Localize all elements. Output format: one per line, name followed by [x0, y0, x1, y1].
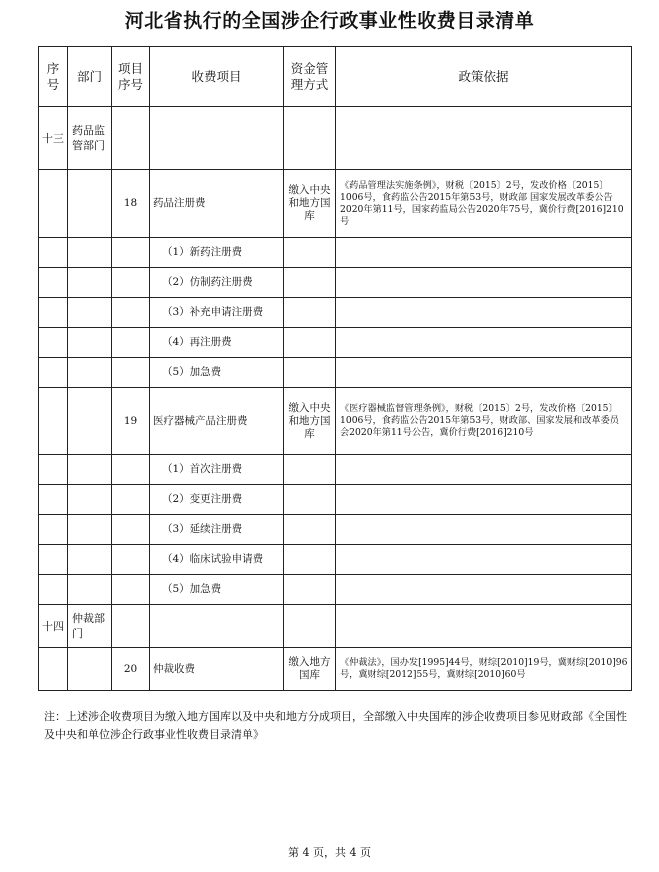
cell-dept — [68, 388, 112, 455]
cell-fund — [284, 328, 336, 358]
cell-fund — [284, 545, 336, 575]
cell-item-no — [112, 575, 150, 605]
cell-seq — [39, 170, 68, 238]
cell-item-no — [112, 238, 150, 268]
cell-fund — [284, 455, 336, 485]
cell-dept — [68, 328, 112, 358]
cell-seq — [39, 298, 68, 328]
cell-policy — [336, 238, 632, 268]
cell-fee-item: 药品注册费 — [150, 170, 284, 238]
cell-policy — [336, 605, 632, 648]
cell-policy — [336, 575, 632, 605]
page-title: 河北省执行的全国涉企行政事业性收费目录清单 — [124, 10, 535, 32]
cell-fund — [284, 605, 336, 648]
cell-policy: 《药品管理法实施条例》，财税〔2015〕2号，发改价格〔2015〕1006号，食药监公告2015年第53号，财政部 国家发展改革委公告2020年第11号，国家药监局公告2020年75号，冀价行费[2016]210号 — [336, 170, 632, 238]
cell-seq — [39, 515, 68, 545]
page-number: 第 4 页，共 4 页 — [288, 846, 371, 859]
cell-seq — [39, 358, 68, 388]
cell-seq — [39, 485, 68, 515]
cell-dept: 药品监管部门 — [68, 107, 112, 170]
cell-seq — [39, 648, 68, 691]
cell-fund — [284, 575, 336, 605]
cell-seq — [39, 238, 68, 268]
cell-dept — [68, 455, 112, 485]
header-item-no: 项目序号 — [112, 47, 150, 107]
cell-policy: 《医疗器械监督管理条例》，财税〔2015〕2号，发改价格〔2015〕1006号，食药监公告2015年第53号，财政部、国家发展和改革委员会2020年第11号公告，冀价行费[2016]210号 — [336, 388, 632, 455]
cell-dept — [68, 298, 112, 328]
cell-policy — [336, 515, 632, 545]
cell-fund — [284, 238, 336, 268]
cell-item-no — [112, 107, 150, 170]
cell-dept — [68, 575, 112, 605]
header-dept: 部门 — [68, 47, 112, 107]
cell-fee-item: （3）延续注册费 — [150, 515, 284, 545]
cell-item-no: 20 — [112, 648, 150, 691]
cell-fee-item: （1）首次注册费 — [150, 455, 284, 485]
cell-item-no — [112, 328, 150, 358]
cell-fee-item: （5）加急费 — [150, 575, 284, 605]
cell-dept: 仲裁部门 — [68, 605, 112, 648]
cell-item-no — [112, 605, 150, 648]
cell-policy: 《仲裁法》，国办发[1995]44号，财综[2010]19号，冀财综[2010]96号，冀财综[2012]55号，冀财综[2010]60号 — [336, 648, 632, 691]
table-row — [39, 648, 632, 691]
header-fee-item: 收费项目 — [150, 47, 284, 107]
cell-item-no — [112, 485, 150, 515]
cell-policy — [336, 358, 632, 388]
cell-fund: 缴入地方国库 — [284, 648, 336, 691]
table-row — [39, 605, 632, 648]
cell-fund — [284, 358, 336, 388]
cell-fund: 缴入中央和地方国库 — [284, 170, 336, 238]
table-row — [39, 328, 632, 358]
cell-fund — [284, 515, 336, 545]
cell-fee-item: （2）变更注册费 — [150, 485, 284, 515]
cell-item-no: 19 — [112, 388, 150, 455]
header-row — [39, 47, 632, 107]
table-row — [39, 238, 632, 268]
table-row — [39, 298, 632, 328]
cell-dept — [68, 358, 112, 388]
table-row — [39, 485, 632, 515]
cell-fee-item: （4）临床试验申请费 — [150, 545, 284, 575]
cell-item-no — [112, 455, 150, 485]
cell-fund — [284, 107, 336, 170]
cell-seq — [39, 455, 68, 485]
cell-item-no — [112, 545, 150, 575]
cell-fund — [284, 268, 336, 298]
fee-table — [38, 46, 632, 691]
cell-dept — [68, 515, 112, 545]
cell-fee-item: （1）新药注册费 — [150, 238, 284, 268]
header-fund-management: 资金管理方式 — [284, 47, 336, 107]
footnote: 注：上述涉企收费项目为缴入地方国库以及中央和地方分成项目，全部缴入中央国库的涉企收费项目参见财政部《全国性及中央和单位涉企行政事业性收费目录清单》 — [44, 710, 627, 741]
header-seq: 序号 — [39, 47, 68, 107]
table-row — [39, 575, 632, 605]
cell-policy — [336, 328, 632, 358]
cell-seq — [39, 328, 68, 358]
cell-dept — [68, 238, 112, 268]
cell-fee-item: （3）补充申请注册费 — [150, 298, 284, 328]
table-row — [39, 268, 632, 298]
cell-fee-item: （5）加急费 — [150, 358, 284, 388]
cell-dept — [68, 268, 112, 298]
cell-dept — [68, 485, 112, 515]
cell-item-no — [112, 358, 150, 388]
cell-policy — [336, 298, 632, 328]
cell-seq — [39, 268, 68, 298]
cell-dept — [68, 648, 112, 691]
cell-policy — [336, 107, 632, 170]
table-row — [39, 358, 632, 388]
cell-policy — [336, 268, 632, 298]
cell-dept — [68, 170, 112, 238]
cell-fee-item — [150, 107, 284, 170]
cell-policy — [336, 455, 632, 485]
table-row — [39, 455, 632, 485]
cell-seq — [39, 388, 68, 455]
cell-item-no: 18 — [112, 170, 150, 238]
cell-fee-item: （2）仿制药注册费 — [150, 268, 284, 298]
cell-seq — [39, 575, 68, 605]
table-row — [39, 170, 632, 238]
table-row — [39, 107, 632, 170]
table-row — [39, 388, 632, 455]
table-row — [39, 545, 632, 575]
cell-fee-item: （4）再注册费 — [150, 328, 284, 358]
cell-fund: 缴入中央和地方国库 — [284, 388, 336, 455]
cell-item-no — [112, 268, 150, 298]
cell-fund — [284, 485, 336, 515]
cell-fee-item — [150, 605, 284, 648]
cell-seq: 十四 — [39, 605, 68, 648]
cell-seq: 十三 — [39, 107, 68, 170]
cell-fund — [284, 298, 336, 328]
cell-fee-item: 仲裁收费 — [150, 648, 284, 691]
table-row — [39, 515, 632, 545]
cell-policy — [336, 545, 632, 575]
cell-seq — [39, 545, 68, 575]
cell-item-no — [112, 298, 150, 328]
cell-item-no — [112, 515, 150, 545]
cell-fee-item: 医疗器械产品注册费 — [150, 388, 284, 455]
cell-dept — [68, 545, 112, 575]
cell-policy — [336, 485, 632, 515]
header-policy: 政策依据 — [336, 47, 632, 107]
